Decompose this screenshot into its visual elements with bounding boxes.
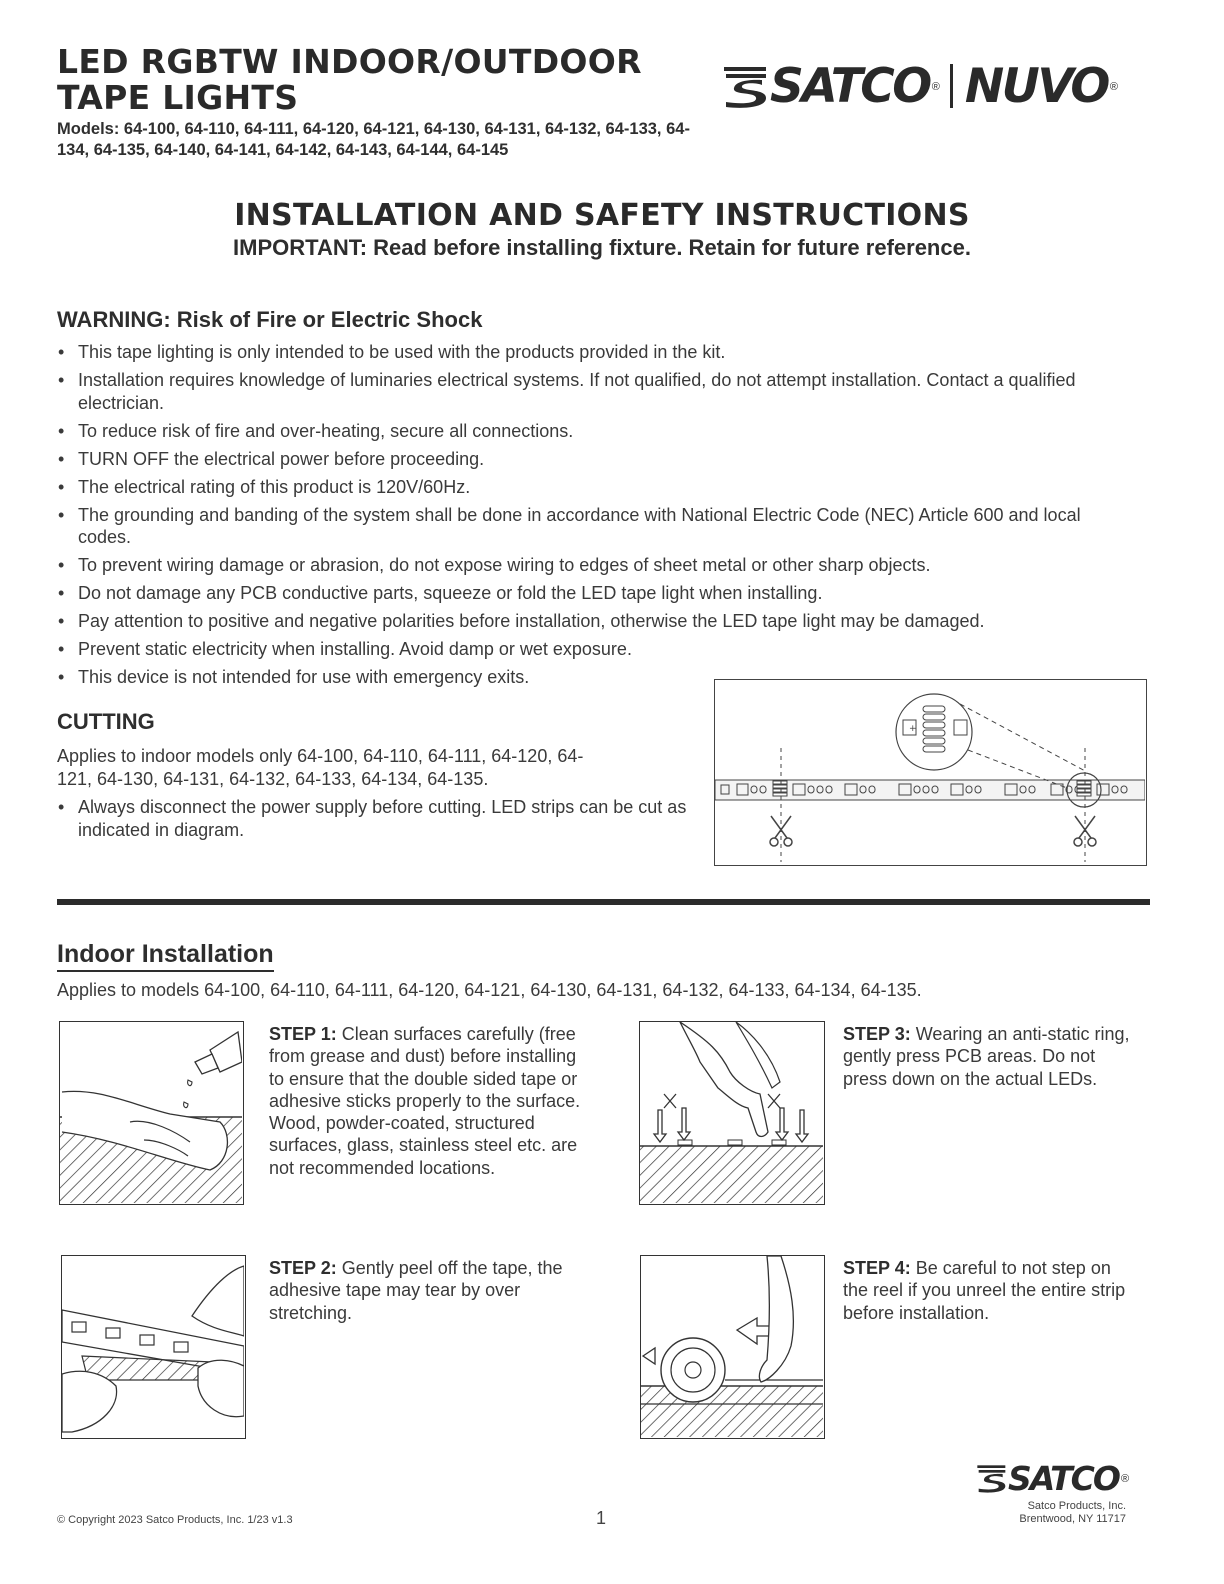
product-title-line1: LED RGBTW INDOOR/OUTDOOR <box>57 42 642 81</box>
step-description: Wearing an anti-static ring, gently press PCB areas. Do not press down on the actual LEDs. <box>843 1024 1130 1089</box>
step-label: STEP 3: <box>843 1024 911 1044</box>
list-item: • Installation requires knowledge of luminaries electrical systems. If not qualified, do not attempt installation. Contact a qualified electrician. <box>57 369 1137 414</box>
list-item: • To prevent wiring damage or abrasion, do not expose wiring to edges of sheet metal or other sharp objects. <box>57 554 1137 577</box>
step-2-illustration <box>61 1255 246 1439</box>
footer-logo <box>976 1458 1156 1498</box>
step-3-illustration <box>639 1021 825 1205</box>
list-item: • The electrical rating of this product is 120V/60Hz. <box>57 476 1137 499</box>
step-description: Clean surfaces carefully (free from grease and dust) before installing to ensure that the double sided tape or adhesive sticks properly to the surface. Wood, powder-coated, structured surfaces, glass, stainless steel etc. are not recommended locations. <box>269 1024 581 1178</box>
registered-mark: ® <box>1120 1473 1130 1485</box>
product-title-line2: TAPE LIGHTS <box>57 78 299 117</box>
list-item: • This device is not intended for use with emergency exits. <box>57 666 1137 689</box>
footer-address <box>960 1500 1126 1526</box>
svg-text:+: + <box>909 724 917 734</box>
press-pcb-icon <box>640 1022 823 1203</box>
main-subheading: IMPORTANT: Read before installing fixture. Retain for future reference. <box>233 235 971 260</box>
cleaning-surface-icon <box>60 1022 242 1203</box>
satco-s-mark-icon <box>976 1462 1008 1494</box>
step-1-illustration <box>59 1021 244 1205</box>
led-strip-icon <box>715 680 1145 864</box>
list-item: • TURN OFF the electrical power before proceeding. <box>57 448 1137 471</box>
list-item: • Pay attention to positive and negative polarities before installation, otherwise the LED tape light may be damaged. <box>57 610 1137 633</box>
company-address: Brentwood, NY 11717 <box>1019 1513 1126 1525</box>
indoor-applies-text: Applies to models 64-100, 64-110, 64-111, 64-120, 64-121, 64-130, 64-131, 64-132, 64-133, 64-134, 64-135. <box>57 980 922 1000</box>
cutting-heading: CUTTING <box>57 709 155 734</box>
step-3-text <box>843 1023 1133 1090</box>
step-label: STEP 1: <box>269 1024 337 1044</box>
footer-brand-name: SATCO <box>1008 1458 1119 1498</box>
brand-separator <box>950 64 953 108</box>
registered-mark: ® <box>931 81 940 93</box>
scissors-icon <box>770 816 1096 846</box>
cutting-applies-text: Applies to indoor models only 64-100, 64-110, 64-111, 64-120, 64-121, 64-130, 64-131, 64-132, 64-133, 64-134, 64-135. <box>57 746 584 789</box>
warning-heading: WARNING: Risk of Fire or Electric Shock <box>57 307 483 332</box>
registered-mark: ® <box>1109 81 1118 93</box>
model-numbers: Models: 64-100, 64-110, 64-111, 64-120, 64-121, 64-130, 64-131, 64-132, 64-133, 64-134, 64-135, 64-140, 64-141, 64-142, 64-143, 64-144, 64-145 <box>57 120 690 159</box>
unreel-strip-icon <box>641 1256 823 1437</box>
step-description: Gently peel off the tape, the adhesive tape may tear by over stretching. <box>269 1258 563 1323</box>
step-label: STEP 2: <box>269 1258 337 1278</box>
satco-s-mark-icon <box>722 63 770 109</box>
warning-list <box>57 341 1137 694</box>
product-title <box>57 44 642 116</box>
cutting-diagram <box>714 679 1147 866</box>
cutting-list <box>57 796 687 841</box>
step-4-text <box>843 1257 1133 1324</box>
step-1-text <box>269 1023 589 1179</box>
list-item: • This tape lighting is only intended to be used with the products provided in the kit. <box>57 341 1137 364</box>
footer-copyright: © Copyright 2023 Satco Products, Inc. 1/23 v1.3 <box>57 1514 293 1526</box>
section-divider <box>57 899 1150 905</box>
list-item: • To reduce risk of fire and over-heating, secure all connections. <box>57 420 1137 443</box>
list-item: • The grounding and banding of the system shall be done in accordance with National Electric Code (NEC) Article 600 and local codes. <box>57 504 1137 549</box>
step-4-illustration <box>640 1255 825 1439</box>
peel-tape-icon <box>62 1256 244 1437</box>
company-name: Satco Products, Inc. <box>1027 1500 1126 1512</box>
page-number: 1 <box>596 1508 607 1528</box>
main-heading: INSTALLATION AND SAFETY INSTRUCTIONS <box>234 198 970 233</box>
list-item: • Always disconnect the power supply before cutting. LED strips can be cut as indicated in diagram. <box>57 796 687 841</box>
step-description: Be careful to not step on the reel if you unreel the entire strip before installation. <box>843 1258 1126 1323</box>
brand-logo <box>722 56 1152 116</box>
step-label: STEP 4: <box>843 1258 911 1278</box>
list-item: • Do not damage any PCB conductive parts, squeeze or fold the LED tape light when installing. <box>57 582 1137 605</box>
indoor-installation-heading: Indoor Installation <box>57 940 274 972</box>
brand-name-nuvo: NUVO <box>964 58 1108 114</box>
list-item: • Prevent static electricity when installing. Avoid damp or wet exposure. <box>57 638 1137 661</box>
step-2-text <box>269 1257 579 1324</box>
brand-name-satco: SATCO <box>770 58 930 114</box>
